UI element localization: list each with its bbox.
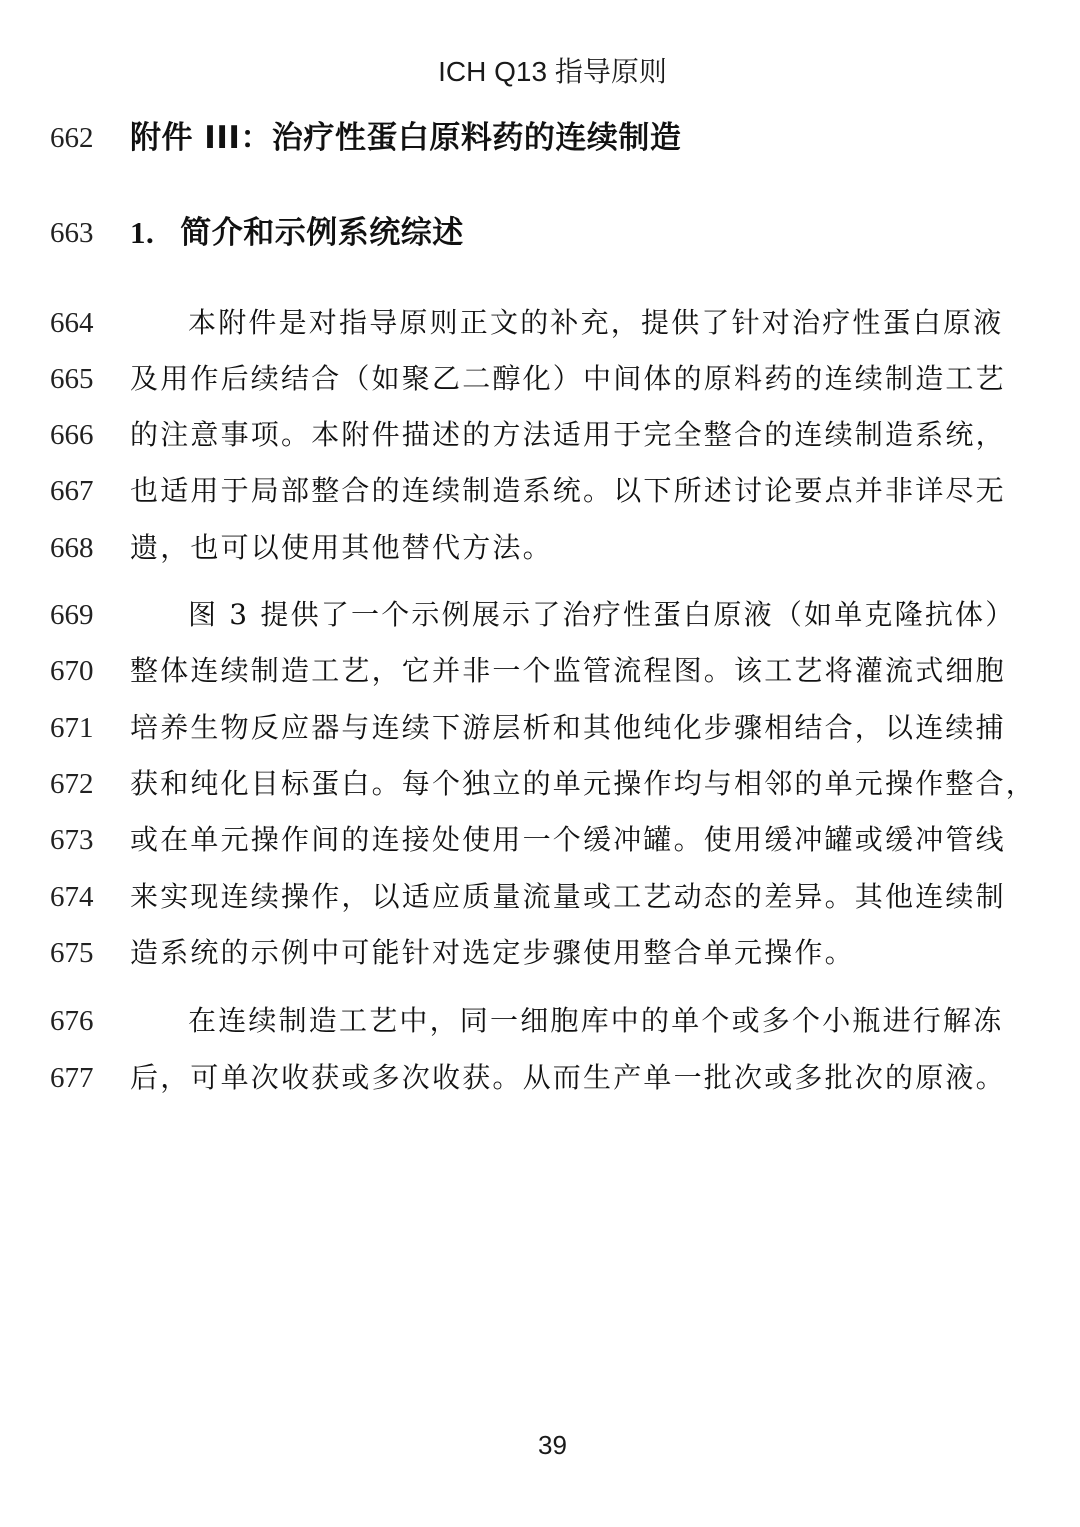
line-number: 662 [50,122,94,154]
text-line [0,999,1080,1055]
text-line [0,875,1080,931]
page-number: 39 [538,1430,567,1460]
line-number: 667 [50,475,94,507]
line-number: 675 [50,937,94,969]
line-text: 整体连续制造工艺，它并非一个监管流程图。该工艺将灌流式细胞 [130,654,1006,687]
text-line [0,818,1080,874]
section-heading [130,211,464,255]
text-line [0,649,1080,705]
line-number: 669 [50,599,94,631]
text-line [0,413,1080,469]
line-text: 的注意事项。本附件描述的方法适用于完全整合的连续制造系统， [130,418,1006,451]
line-text: 图 3 提供了一个示例展示了治疗性蛋白原液（如单克隆抗体） [188,598,1016,631]
annex-title: 附件 III：治疗性蛋白原料药的连续制造 [130,120,682,156]
line-text: 在连续制造工艺中，同一细胞库中的单个或多个小瓶进行解冻 [188,1004,1004,1037]
text-line [0,706,1080,762]
section-number: 1. [130,215,155,250]
line-number: 676 [50,1005,94,1037]
line-number: 663 [50,217,94,249]
text-line [0,469,1080,525]
line-number: 668 [50,532,94,564]
line-number: 672 [50,768,94,800]
line-number: 674 [50,881,94,913]
line-text: 培养生物反应器与连续下游层析和其他纯化步骤相结合，以连续捕 [130,711,1006,744]
running-header: ICH Q13 指导原则 [438,56,667,87]
line-number: 673 [50,824,94,856]
line-text: 或在单元操作间的连接处使用一个缓冲罐。使用缓冲罐或缓冲管线 [130,823,1006,856]
text-line [0,762,1080,818]
line-number: 677 [50,1062,94,1094]
section-heading-row [0,211,1080,267]
line-number: 670 [50,655,94,687]
line-number: 666 [50,419,94,451]
section-title: 简介和示例系统综述 [180,215,464,251]
line-text: 获和纯化目标蛋白。每个独立的单元操作均与相邻的单元操作整合， [130,767,1037,800]
line-number: 671 [50,712,94,744]
line-text: 也适用于局部整合的连续制造系统。以下所述讨论要点并非详尽无 [130,474,1006,507]
line-text: 后，可单次收获或多次收获。从而生产单一批次或多批次的原液。 [130,1061,1006,1094]
text-line [0,593,1080,649]
line-text: 及用作后续结合（如聚乙二醇化）中间体的原料药的连续制造工艺 [130,362,1006,395]
line-text: 遗，也可以使用其他替代方法。 [130,531,553,564]
line-text: 来实现连续操作，以适应质量流量或工艺动态的差异。其他连续制 [130,880,1006,913]
text-line [0,357,1080,413]
text-line [0,931,1080,987]
annex-title-row [0,116,1080,172]
text-line [0,1056,1080,1112]
line-text: 造系统的示例中可能针对选定步骤使用整合单元操作。 [130,936,855,969]
line-number: 665 [50,363,94,395]
text-line [0,526,1080,582]
text-line [0,301,1080,357]
line-number: 664 [50,307,94,339]
line-text: 本附件是对指导原则正文的补充，提供了针对治疗性蛋白原液 [188,306,1004,339]
